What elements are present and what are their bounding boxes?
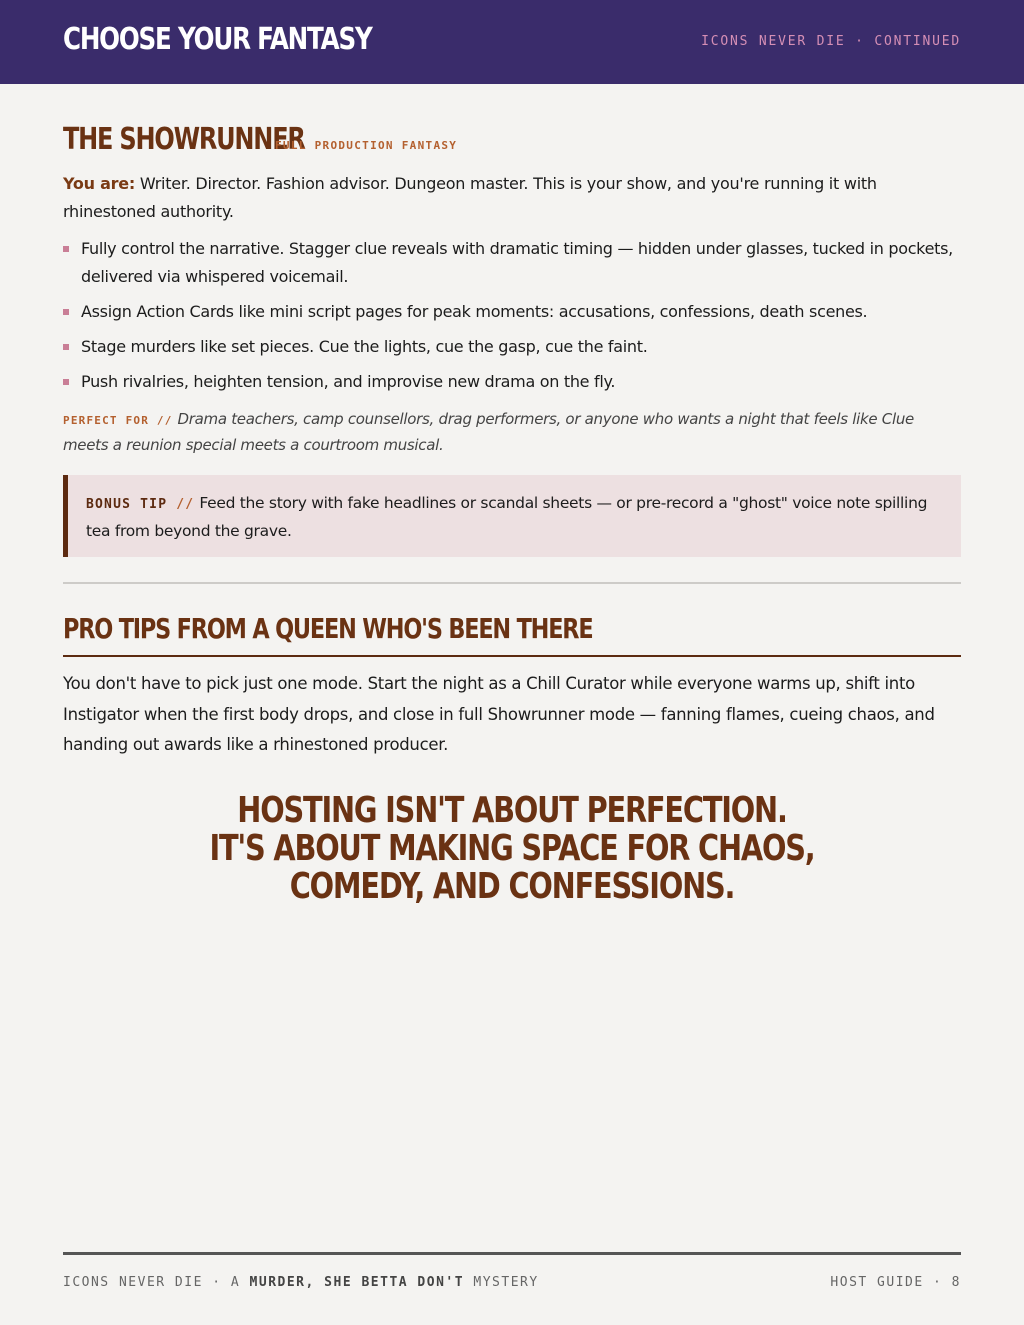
pro-tips-body: You don't have to pick just one mode. Start the night as a Chill Curator while everyone warms up, shift into Instigator when the first body drops, and close in full Showrunner mode — fanning flames, cueing chaos, and handing out awards like a rhinestoned producer. bbox=[63, 674, 935, 754]
list-item bbox=[63, 298, 961, 326]
you-are-paragraph bbox=[63, 170, 961, 226]
bonus-tip-slashes: // bbox=[176, 497, 195, 512]
pull-quote bbox=[192, 792, 832, 906]
bonus-tip-text: Feed the story with fake headlines or scandal sheets — or pre-record a "ghost" voice note spilling tea from beyond the grave. bbox=[86, 494, 928, 540]
section-divider bbox=[63, 582, 961, 584]
header-subtitle: ICONS NEVER DIE · CONTINUED bbox=[701, 34, 961, 49]
list-item bbox=[63, 235, 961, 291]
footer-left-bold: MURDER, SHE BETTA DON'T bbox=[249, 1275, 465, 1290]
bullet-square-icon bbox=[63, 379, 69, 385]
bullet-text: Assign Action Cards like mini script pages for peak moments: accusations, confessions, death scenes. bbox=[81, 302, 868, 321]
pro-tips-title: PRO TIPS FROM A QUEEN WHO'S BEEN THERE bbox=[63, 612, 593, 645]
footer-left-suffix: MYSTERY bbox=[464, 1275, 539, 1290]
pull-quote-line: COMEDY, AND CONFESSIONS. bbox=[289, 866, 735, 907]
footer-rule bbox=[63, 1252, 961, 1255]
bullet-text: Stage murders like set pieces. Cue the lights, cue the gasp, cue the faint. bbox=[81, 337, 648, 356]
bullet-square-icon bbox=[63, 309, 69, 315]
pull-quote-line: IT'S ABOUT MAKING SPACE FOR CHAOS, bbox=[209, 828, 815, 869]
bullet-square-icon bbox=[63, 246, 69, 252]
header-title: CHOOSE YOUR FANTASY bbox=[63, 22, 372, 57]
page-header bbox=[0, 0, 1024, 84]
pull-quote-line: HOSTING ISN'T ABOUT PERFECTION. bbox=[237, 790, 787, 831]
pro-tips-underline bbox=[63, 655, 961, 657]
showrunner-bullet-list bbox=[63, 235, 961, 403]
footer-left-prefix: ICONS NEVER DIE · A bbox=[63, 1275, 250, 1290]
list-item bbox=[63, 333, 961, 361]
section-title: THE SHOWRUNNER bbox=[63, 122, 305, 157]
perfect-for-text: Drama teachers, camp counsellors, drag performers, or anyone who wants a night that feels like Clue meets a reunion special meets a courtroom musical. bbox=[63, 410, 914, 454]
bonus-tip-callout bbox=[63, 475, 961, 557]
bullet-square-icon bbox=[63, 344, 69, 350]
list-item bbox=[63, 368, 961, 396]
bonus-tip-label-text: BONUS TIP bbox=[86, 497, 168, 512]
footer-left bbox=[63, 1275, 539, 1290]
bonus-tip-paragraph bbox=[86, 490, 943, 544]
you-are-label: You are: bbox=[63, 174, 136, 193]
you-are-text: Writer. Director. Fashion advisor. Dungeon master. This is your show, and you're running it with rhinestoned authority. bbox=[63, 174, 877, 221]
bullet-text: Push rivalries, heighten tension, and improvise new drama on the fly. bbox=[81, 372, 616, 391]
bullet-text: Fully control the narrative. Stagger clue reveals with dramatic timing — hidden under glasses, tucked in pockets, delivered via whispered voicemail. bbox=[81, 239, 953, 286]
bonus-tip-label bbox=[86, 497, 194, 512]
footer-page-label: HOST GUIDE · 8 bbox=[830, 1275, 961, 1290]
perfect-for-paragraph bbox=[63, 407, 961, 458]
section-tag: FULL PRODUCTION FANTASY bbox=[275, 139, 458, 152]
perfect-for-label: PERFECT FOR // bbox=[63, 414, 173, 427]
